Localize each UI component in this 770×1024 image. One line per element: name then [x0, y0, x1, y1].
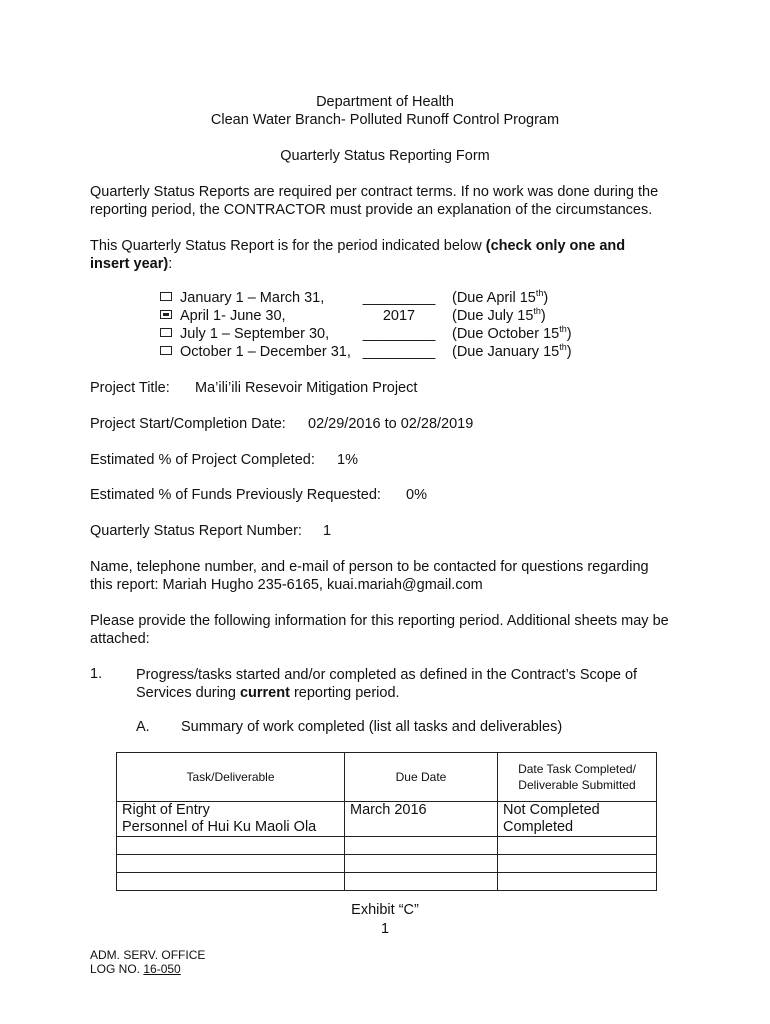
completed-cell[interactable]: Completed	[498, 819, 657, 837]
checkbox-q4[interactable]	[160, 346, 172, 355]
period-label: April 1- June 30,	[180, 308, 286, 324]
completed-cell[interactable]: Not Completed	[498, 802, 657, 820]
checkbox-q1[interactable]	[160, 292, 172, 301]
period-instruction-bold: (check only one and insert year)	[90, 238, 626, 272]
intro-paragraph: Quarterly Status Reports are required per contract terms. If no work was done during the reporting period, the CONTRACTOR must provide an explanation of the circumstances.	[90, 184, 659, 218]
program-heading: Clean Water Branch- Polluted Runoff Control Program	[210, 112, 560, 128]
period-row-q3	[160, 326, 600, 344]
period-due-date: (Due April 15th)	[452, 288, 549, 306]
period-year-field[interactable]: _________	[362, 290, 436, 306]
task-cell[interactable]	[117, 855, 345, 873]
column-header: Date Task Completed/ Deliverable Submitted	[498, 753, 657, 802]
period-due-date: (Due October 15th)	[452, 324, 572, 342]
log-number	[90, 962, 181, 976]
completed-cell[interactable]	[498, 873, 657, 891]
please-provide-paragraph: Please provide the following information for this reporting period. Additional sheets may be attached:	[90, 613, 669, 647]
contact-value[interactable]: Mariah Hugho 235-6165, kuai.mariah@gmail.com	[162, 577, 483, 593]
due-date-cell[interactable]	[345, 873, 498, 891]
project-dates-label: Project Start/Completion Date:	[90, 416, 286, 432]
period-label: July 1 – September 30,	[180, 326, 330, 342]
task-table	[116, 752, 657, 891]
project-completed-label: Estimated % of Project Completed:	[90, 452, 315, 468]
subsection-letter: A.	[136, 719, 150, 735]
task-cell[interactable]: Personnel of Hui Ku Maoli Ola	[117, 819, 345, 837]
section-number: 1.	[90, 666, 103, 682]
checkbox-q3[interactable]	[160, 328, 172, 337]
project-completed-value[interactable]: 1%	[337, 452, 358, 468]
report-number-value[interactable]: 1	[323, 523, 332, 539]
column-header: Due Date	[345, 753, 498, 802]
period-year-field[interactable]: 2017	[382, 308, 416, 324]
period-label: January 1 – March 31,	[180, 290, 325, 306]
period-year-field[interactable]: _________	[362, 344, 436, 360]
checkbox-q2[interactable]	[160, 310, 172, 319]
contact-line	[90, 577, 483, 593]
table-header-row	[117, 753, 657, 802]
completed-cell[interactable]	[498, 837, 657, 855]
subsection-text: Summary of work completed (list all tasks and deliverables)	[181, 719, 563, 735]
office-label: ADM. SERV. OFFICE	[90, 948, 206, 962]
completed-cell[interactable]	[498, 855, 657, 873]
due-date-cell[interactable]	[345, 855, 498, 873]
project-title-label: Project Title:	[90, 380, 170, 396]
exhibit-label: Exhibit “C”	[351, 902, 419, 918]
period-instruction-text: This Quarterly Status Report is for the period indicated below	[90, 238, 486, 254]
column-header: Task/Deliverable	[117, 753, 345, 802]
log-label: LOG NO.	[90, 962, 141, 976]
period-instruction-suffix: :	[168, 256, 173, 272]
period-row-q2	[160, 308, 600, 326]
funds-requested-value[interactable]: 0%	[406, 487, 427, 503]
funds-requested-label: Estimated % of Funds Previously Requested:	[90, 487, 381, 503]
period-label: October 1 – December 31,	[180, 344, 351, 360]
table-row	[117, 819, 657, 837]
due-date-cell[interactable]	[345, 837, 498, 855]
period-year-field[interactable]: _________	[362, 326, 436, 342]
form-title: Quarterly Status Reporting Form	[280, 148, 490, 164]
task-cell[interactable]: Right of Entry	[117, 802, 345, 820]
department-heading: Department of Health	[316, 94, 454, 110]
period-row-q4	[160, 344, 600, 362]
section-text: Progress/tasks started and/or completed as defined in the Contract’s Scope of Services during current reporting period.	[136, 667, 638, 701]
table-row	[117, 837, 657, 855]
contact-label: this report:	[90, 577, 159, 593]
project-dates-value[interactable]: 02/29/2016 to 02/28/2019	[308, 416, 474, 432]
task-cell[interactable]	[117, 873, 345, 891]
period-due-date: (Due January 15th)	[452, 342, 572, 360]
task-cell[interactable]	[117, 837, 345, 855]
period-due-date: (Due July 15th)	[452, 306, 546, 324]
contact-instruction: Name, telephone number, and e-mail of person to be contacted for questions regarding	[90, 559, 649, 575]
due-date-cell[interactable]: March 2016	[345, 802, 498, 820]
due-date-cell[interactable]	[345, 819, 498, 837]
log-value: 16-050	[143, 962, 181, 976]
project-title-value[interactable]: Ma’ili’ili Resevoir Mitigation Project	[195, 380, 418, 396]
report-number-label: Quarterly Status Report Number:	[90, 523, 302, 539]
period-instruction	[90, 237, 660, 273]
table-row	[117, 802, 657, 820]
table-row	[117, 873, 657, 891]
page-number: 1	[380, 921, 390, 937]
table-row	[117, 855, 657, 873]
